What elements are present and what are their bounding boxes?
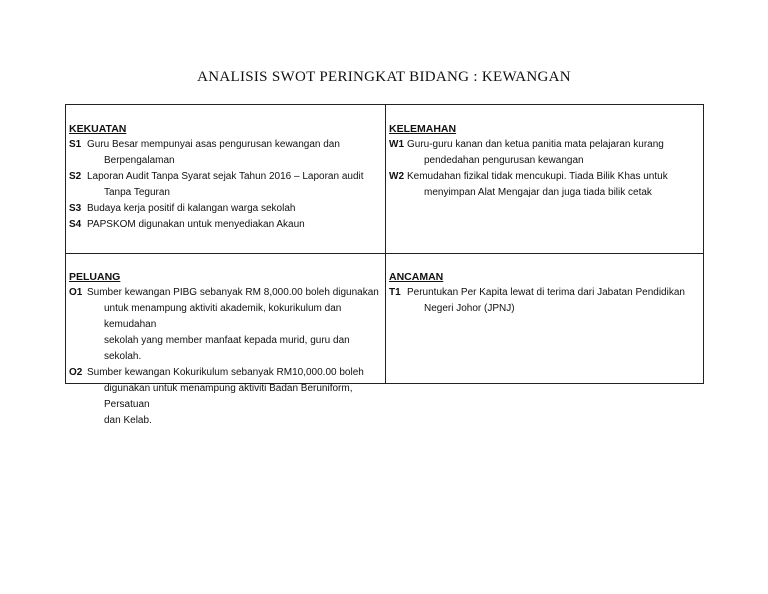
ancaman-item <box>389 285 699 317</box>
item-code: W2 <box>389 171 404 182</box>
item-text-line: Negeri Johor (JPNJ) <box>424 303 515 314</box>
item-text-line: Berpengalaman <box>104 155 175 166</box>
item-code: O2 <box>69 367 83 378</box>
kelemahan-cell <box>389 121 699 201</box>
item-text-line: Guru-guru kanan dan ketua panitia mata pelajaran kurang <box>407 139 664 150</box>
ancaman-cell <box>389 269 699 317</box>
peluang-item <box>69 285 379 365</box>
item-code: S1 <box>69 139 82 150</box>
swot-table <box>65 104 704 426</box>
peluang-item <box>69 365 379 429</box>
item-code: S2 <box>69 171 82 182</box>
ancaman-heading: ANCAMAN <box>389 271 444 283</box>
item-text-line: Peruntukan Per Kapita lewat di terima dari Jabatan Pendidikan <box>407 287 685 298</box>
item-text-line: pendedahan pengurusan kewangan <box>424 155 584 166</box>
item-text-line: Sumber kewangan Kokurikulum sebanyak RM10,000.00 boleh <box>87 367 364 378</box>
kelemahan-heading: KELEMAHAN <box>389 123 457 135</box>
page-title: ANALISIS SWOT PERINGKAT BIDANG : KEWANGAN <box>197 69 571 85</box>
horizontal-divider <box>66 253 703 254</box>
item-code: T1 <box>389 287 401 298</box>
item-text-line: untuk menampung aktiviti akademik, kokurikulum dan kemudahan <box>104 303 342 330</box>
item-text-line: Laporan Audit Tanpa Syarat sejak Tahun 2016 – Laporan audit <box>87 171 364 182</box>
peluang-heading: PELUANG <box>69 271 121 283</box>
item-text-line: Guru Besar mempunyai asas pengurusan kewangan dan <box>87 139 340 150</box>
peluang-cell <box>69 269 379 429</box>
item-text-line: digunakan untuk menampung aktiviti Badan Beruniform, Persatuan <box>104 383 353 410</box>
item-code: O1 <box>69 287 83 298</box>
kekuatan-item <box>69 201 379 217</box>
item-code: S4 <box>69 219 82 230</box>
kekuatan-item <box>69 169 379 201</box>
item-code: S3 <box>69 203 82 214</box>
kekuatan-cell <box>69 121 379 233</box>
item-text-line: Budaya kerja positif di kalangan warga sekolah <box>87 203 296 214</box>
vertical-divider <box>385 105 386 383</box>
kekuatan-item <box>69 137 379 169</box>
item-text-line: Tanpa Teguran <box>104 187 170 198</box>
item-code: W1 <box>389 139 404 150</box>
item-text-line: PAPSKOM digunakan untuk menyediakan Akaun <box>87 219 305 230</box>
kelemahan-item <box>389 169 699 201</box>
item-text-line: menyimpan Alat Mengajar dan juga tiada bilik cetak <box>424 187 652 198</box>
item-text-line: Kemudahan fizikal tidak mencukupi. Tiada Bilik Khas untuk <box>407 171 668 182</box>
kelemahan-item <box>389 137 699 169</box>
item-text-line: dan Kelab. <box>104 415 152 426</box>
item-text-line: Sumber kewangan PIBG sebanyak RM 8,000.00 boleh digunakan <box>87 287 379 298</box>
kekuatan-item <box>69 217 379 233</box>
item-text-line: sekolah yang member manfaat kepada murid, guru dan sekolah. <box>104 335 350 362</box>
kekuatan-heading: KEKUATAN <box>69 123 127 135</box>
